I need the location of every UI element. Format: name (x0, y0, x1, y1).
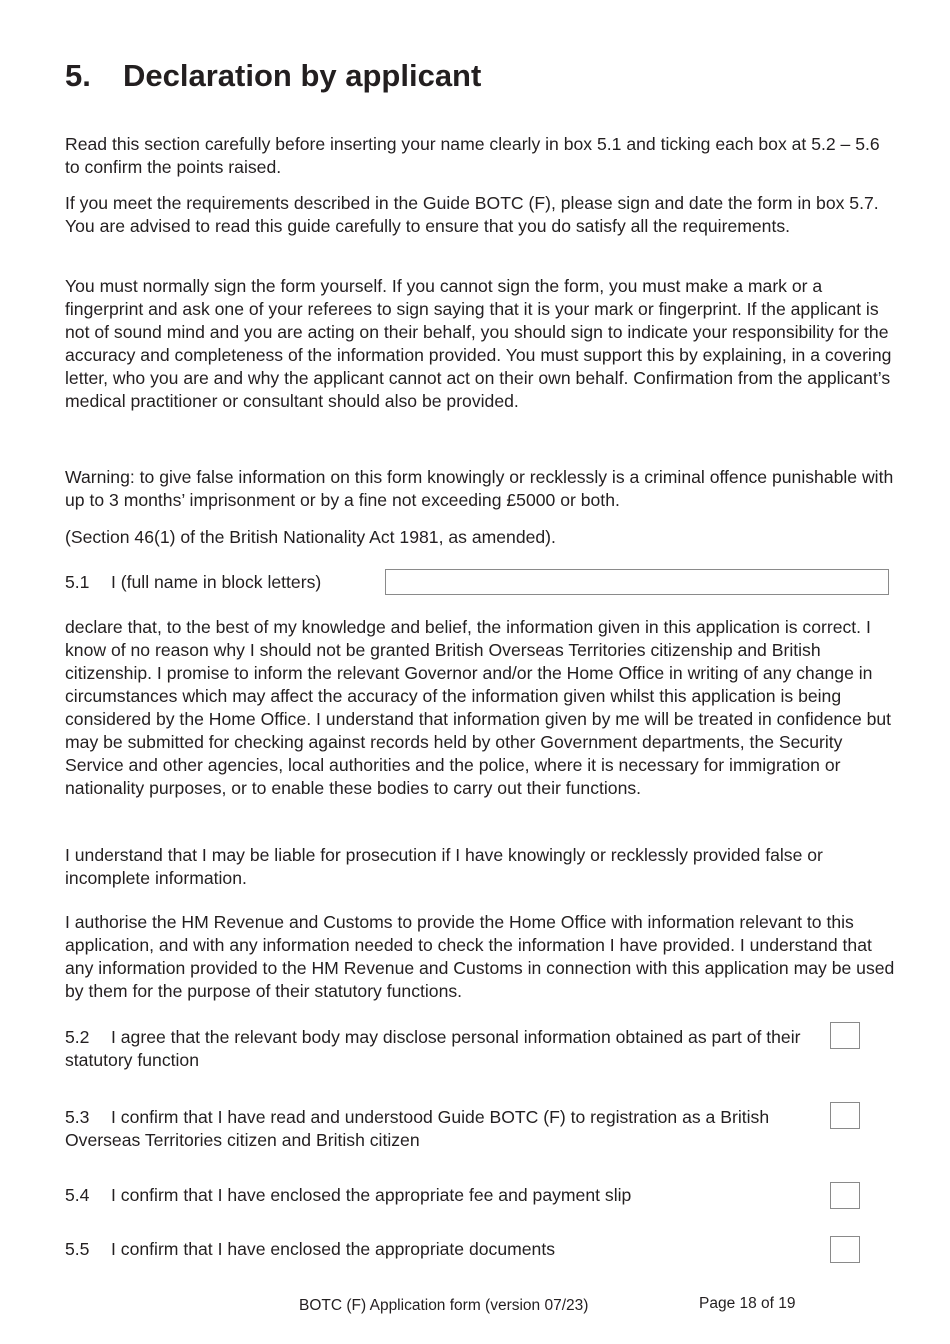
item-number: 5.2 (65, 1027, 90, 1047)
page-title (65, 56, 481, 96)
full-name-input[interactable] (385, 569, 889, 595)
footer-form-name: BOTC (F) Application form (version 07/23) (299, 1297, 589, 1314)
full-name-label (65, 571, 321, 594)
checkbox-5-5[interactable] (830, 1236, 860, 1263)
item-text: I confirm that I have enclosed the appropriate fee and payment slip (111, 1185, 632, 1205)
intro-paragraph: If you meet the requirements described in the Guide BOTC (F), please sign and date the form in box 5.7. You are advised to read this guide carefully to ensure that you do satisfy all the requirements. (65, 193, 879, 236)
confirmation-item-5-4 (65, 1184, 825, 1207)
field-label-text: I (full name in block letters) (111, 572, 322, 592)
item-text: I confirm that I have enclosed the appropriate documents (111, 1239, 556, 1259)
confirmation-item-5-5 (65, 1238, 825, 1261)
legal-reference: (Section 46(1) of the British Nationality Act 1981, as amended). (65, 527, 556, 547)
section-number: 5. (65, 58, 91, 93)
footer-page-number: Page 18 of 19 (699, 1295, 796, 1312)
item-number: 5.4 (65, 1185, 90, 1205)
declaration-paragraph: I understand that I may be liable for prosecution if I have knowingly or recklessly provided false or incomplete information. (65, 845, 823, 888)
confirmation-item-5-3 (65, 1106, 825, 1152)
item-text: I confirm that I have read and understood Guide BOTC (F) to registration as a British Overseas Territories citizen and British citizen (65, 1107, 770, 1150)
field-number: 5.1 (65, 572, 90, 592)
confirmation-item-5-2 (65, 1026, 825, 1072)
declaration-paragraph: I authorise the HM Revenue and Customs to provide the Home Office with information relevant to this application, and with any information needed to check the information I have provided. I understand that any information provided to the HM Revenue and Customs in connection with this application may be used by them for the purpose of their statutory functions. (65, 912, 895, 1001)
checkbox-5-4[interactable] (830, 1182, 860, 1209)
item-number: 5.3 (65, 1107, 90, 1127)
intro-paragraph: You must normally sign the form yourself. If you cannot sign the form, you must make a mark or a fingerprint and ask one of your referees to sign saying that it is your mark or fingerprint. If the applicant is not of sound mind and you are acting on their behalf, you should sign to indicate your responsibility for the accuracy and completeness of the information provided. You must support this by explaining, in a covering letter, who you are and why the applicant cannot act on their own behalf. Confirmation from the applicant’s medical practitioner or consultant should also be provided. (65, 276, 892, 411)
declaration-paragraph: declare that, to the best of my knowledge and belief, the information given in this application is correct. I know of no reason why I should not be granted British Overseas Territories citizenship and British citizenship. I promise to inform the relevant Governor and/or the Home Office in writing of any change in circumstances which may affect the accuracy of the information given whilst this application is being considered by the Home Office. I understand that information given by me will be treated in confidence but may be submitted for checking against records held by other Government departments, the Security Service and other agencies, local authorities and the police, where it is necessary for immigration or nationality purposes, or to enable these bodies to carry out their functions. (65, 617, 892, 798)
intro-paragraph: Read this section carefully before inserting your name clearly in box 5.1 and ticking each box at 5.2 – 5.6 to confirm the points raised. (65, 134, 880, 177)
item-text: I agree that the relevant body may disclose personal information obtained as part of their statutory function (65, 1027, 801, 1070)
checkbox-5-2[interactable] (830, 1022, 860, 1049)
checkbox-5-3[interactable] (830, 1102, 860, 1129)
item-number: 5.5 (65, 1239, 90, 1259)
section-title: Declaration by applicant (123, 58, 482, 93)
warning-paragraph: Warning: to give false information on this form knowingly or recklessly is a criminal offence punishable with up to 3 months’ imprisonment or by a fine not exceeding £5000 or both. (65, 467, 894, 510)
